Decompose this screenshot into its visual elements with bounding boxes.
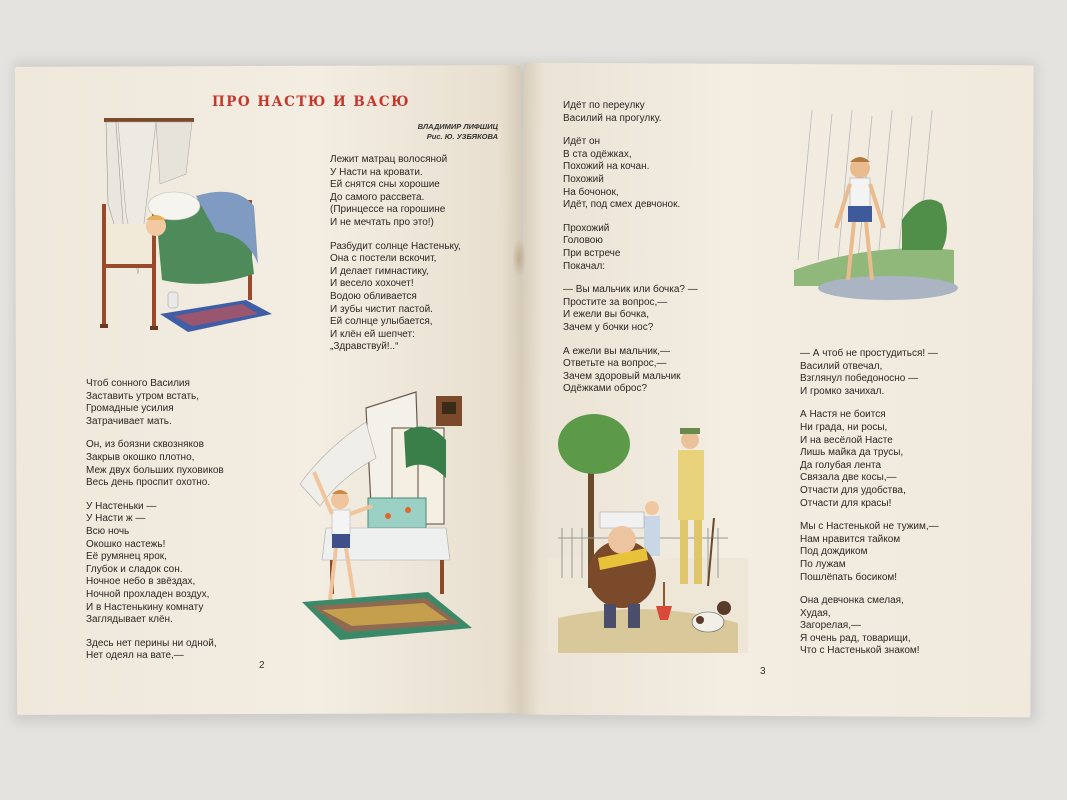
right-page-verse-right [800,348,939,669]
illustrator-name: Рис. Ю. УЗБЯКОВА [426,132,498,141]
verse-line: Головою [563,235,603,247]
verse-line: Ночное небо в звёздах, [86,576,196,588]
verse-line: Чтоб сонного Василия [86,378,190,389]
verse-line: И делает гимнастику, [330,265,429,277]
verse-line: Отчасти для красы! [800,497,892,509]
verse-line: И в Настенькину комнату [86,601,204,613]
stanza [800,595,939,658]
verse-line: Разбудит солнце Настеньку, [330,240,461,252]
verse-line: При встрече [563,247,621,259]
verse-line: Ночной прохладен воздух, [86,588,210,600]
stanza [563,136,698,212]
verse-line: У Настеньки — [86,500,157,512]
verse-line: Она девчонка смелая, [800,595,904,607]
verse-line: Ответьте на вопрос,— [563,358,667,370]
verse-line: Похожий на кочан. [563,161,650,173]
right-page-verse-left [563,100,698,407]
stanza [800,348,939,398]
poet-name: ВЛАДИМИР ЛИФШИЦ [417,122,498,131]
verse-line: Простите за вопрос,— [563,296,668,308]
poem-title: ПРО НАСТЮ И ВАСЮ [212,94,410,110]
verse-line: — А чтоб не простудиться! — [800,348,938,359]
verse-line: Зачем здоровый мальчик [563,370,681,382]
illustration-vasily-and-passerby [548,408,748,658]
stanza [330,154,461,230]
verse-line: А ежели вы мальчик,— [563,345,671,357]
illustration-girl-in-bed [96,114,274,336]
verse-line: И зубы чистит пастой. [330,303,433,315]
verse-line: И громко зачихал. [800,385,885,397]
verse-line: Весь день проспит охотно. [86,477,211,489]
verse-line: По лужам [800,558,846,570]
verse-line: Идёт по переулку [563,100,645,111]
left-page-verse-top [330,154,461,365]
verse-line: До самого рассвета. [330,191,425,203]
verse-line: Идёт он [563,136,601,148]
verse-line: Прохожий [563,222,610,234]
verse-line: Одёжками оброс? [563,383,648,395]
verse-line: Заглядывает клён. [86,614,173,626]
verse-line: „Здравствуй!..“ [330,341,399,353]
verse-line: И на весёлой Насте [800,434,893,446]
verse-line: Что с Настенькой знаком! [800,645,920,657]
verse-line: Заставить утром встать, [86,390,200,402]
verse-line: И ежели вы бочка, [563,309,650,321]
verse-line: Нам нравится тайком [800,533,901,545]
stanza [800,409,939,510]
stanza [86,378,224,428]
verse-line: Затрачивает мать. [86,415,172,427]
verse-line: Громадные усилия [86,403,174,415]
page-stain [512,238,526,278]
verse-line: Да голубая лента [800,459,882,471]
verse-line: Связала две косы,— [800,472,897,484]
verse-line: Пошлёпать босиком! [800,571,898,583]
stanza [86,439,224,489]
verse-line: Я очень рад, товарищи, [800,632,911,644]
verse-line: Глубок и сладок сон. [86,563,183,575]
verse-line: Её румянец ярок, [86,551,167,563]
verse-line: У Насти на кровати. [330,166,423,178]
stanza [563,346,698,396]
verse-line: Идёт, под смех девчонок. [563,199,681,211]
verse-line: Василий отвечал, [800,360,883,372]
verse-line: Покачал: [563,260,606,272]
verse-line: Лишь майка да трусы, [800,447,904,459]
verse-line: Загорелая,— [800,620,861,632]
right-page-number: 3 [760,666,766,677]
stanza [563,100,698,125]
verse-line: Здесь нет перины ни одной, [86,637,217,649]
illustration-girl-in-rain [792,110,962,310]
verse-line: (Принцессе на горошине [330,204,446,216]
illustration-girl-exercising [296,388,480,644]
left-page-number: 2 [259,660,265,671]
verse-line: Под дождиком [800,546,868,558]
left-page-verse-bottom [86,378,224,674]
author-credit [370,122,498,142]
verse-line: И клён ей шепчет: [330,328,415,340]
verse-line: А Настя не боится [800,409,886,421]
verse-line: Всю ночь [86,525,130,537]
verse-line: Зачем у бочки нос? [563,321,654,333]
stanza [86,638,224,663]
verse-line: Закрыв окошко плотно, [86,451,195,463]
verse-line: Она с постели вскочит, [330,253,437,265]
stanza [86,501,224,627]
verse-line: Лежит матрац волосяной [330,154,448,165]
stanza [563,284,698,334]
verse-line: Ни града, ни росы, [800,421,888,433]
verse-line: — Вы мальчик или бочка? — [563,284,698,296]
verse-line: И не мечтать про это!) [330,216,434,228]
stanza [800,521,939,584]
verse-line: Окошко настежь! [86,538,166,550]
verse-line: Отчасти для удобства, [800,484,906,496]
verse-line: У Насти ж — [86,513,146,525]
verse-line: Мы с Настенькой не тужим,— [800,521,939,533]
verse-line: Худая, [800,607,831,619]
verse-line: Ей солнце улыбается, [330,316,433,328]
verse-line: Водою обливается [330,290,417,302]
verse-line: Похожий [563,173,604,185]
stanza [330,241,461,354]
verse-line: Нет одеял на вате,— [86,650,184,662]
verse-line: Меж двух больших пуховиков [86,464,224,476]
verse-line: Ей снятся сны хорошие [330,179,440,191]
stanza [563,223,698,273]
verse-line: Взглянул победоносно — [800,373,919,385]
verse-line: Василий на прогулку. [563,112,662,124]
verse-line: Он, из боязни сквозняков [86,439,204,451]
verse-line: На бочонок, [563,186,619,198]
verse-line: В ста одёжках, [563,148,632,160]
verse-line: И весело хохочет! [330,278,414,290]
